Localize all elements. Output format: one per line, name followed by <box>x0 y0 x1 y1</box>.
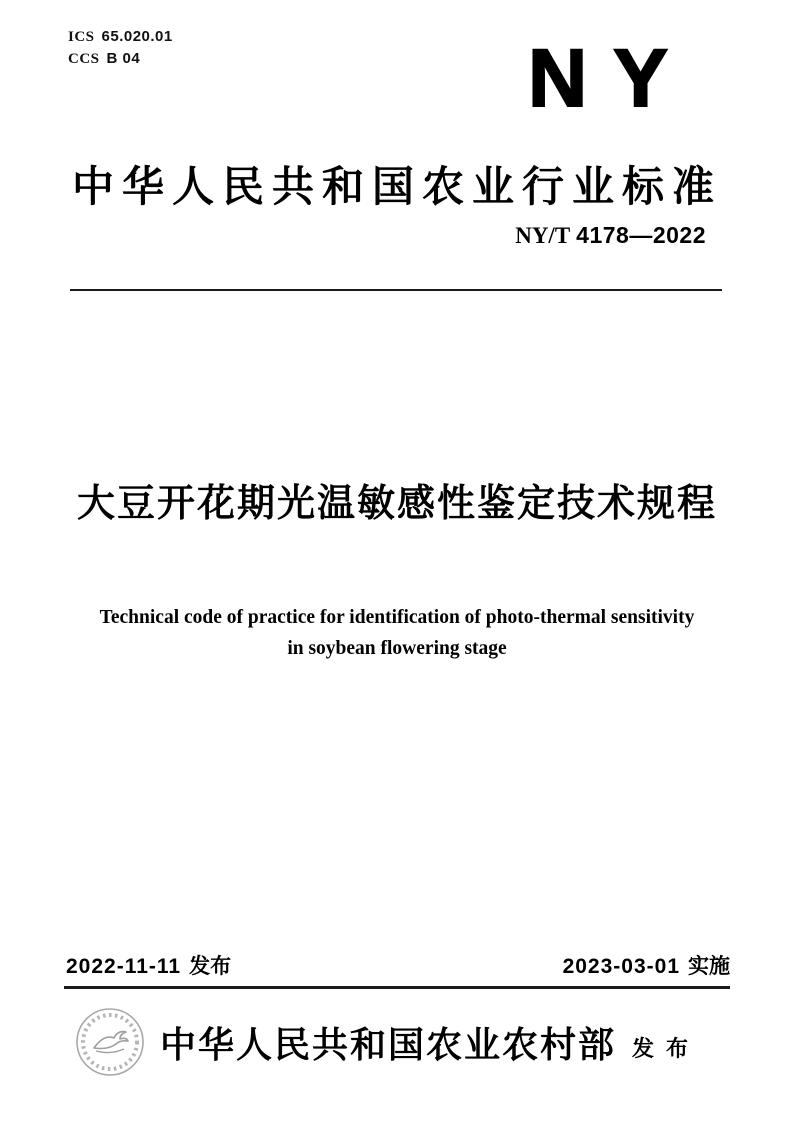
ics-label: ICS <box>68 29 95 45</box>
publish-label: 发布 <box>632 1035 701 1061</box>
footer-divider-line <box>64 986 730 989</box>
ny-logo: NY <box>528 33 694 124</box>
classification-codes <box>68 26 173 70</box>
standard-number <box>515 222 706 249</box>
standard-number-prefix: NY/T <box>515 223 571 248</box>
issue-date: 2022-11-11 <box>66 955 182 978</box>
ccs-code-line <box>68 48 173 70</box>
issue-date-label: 发布 <box>189 955 232 978</box>
document-title-english <box>0 602 794 664</box>
standard-class-title: 中华人民共和国农业行业标准 <box>71 163 722 210</box>
document-title-chinese: 大豆开花期光温敏感性鉴定技术规程 <box>76 483 717 525</box>
implementation-date-label: 实施 <box>688 955 730 978</box>
issuing-authority-name: 中华人民共和国农业农村部 <box>160 1023 617 1065</box>
implementation-date-block <box>563 950 730 980</box>
issue-date-block <box>66 950 231 980</box>
ccs-label: CCS <box>68 51 100 67</box>
ministry-seal-icon <box>72 1004 148 1080</box>
implementation-date: 2023-03-01 <box>562 955 680 978</box>
header-divider-line <box>70 289 722 291</box>
standard-number-value: 4178—2022 <box>576 222 706 248</box>
ics-value: 65.020.01 <box>101 28 173 45</box>
document-title-english-line1: Technical code of practice for identification of photo-thermal sensitivity <box>99 607 695 628</box>
ccs-value: B 04 <box>106 50 141 67</box>
ics-code-line <box>68 26 173 48</box>
issuer-row <box>72 1004 732 1080</box>
dates-row <box>66 950 730 980</box>
document-title-english-line2: in soybean flowering stage <box>287 638 507 659</box>
